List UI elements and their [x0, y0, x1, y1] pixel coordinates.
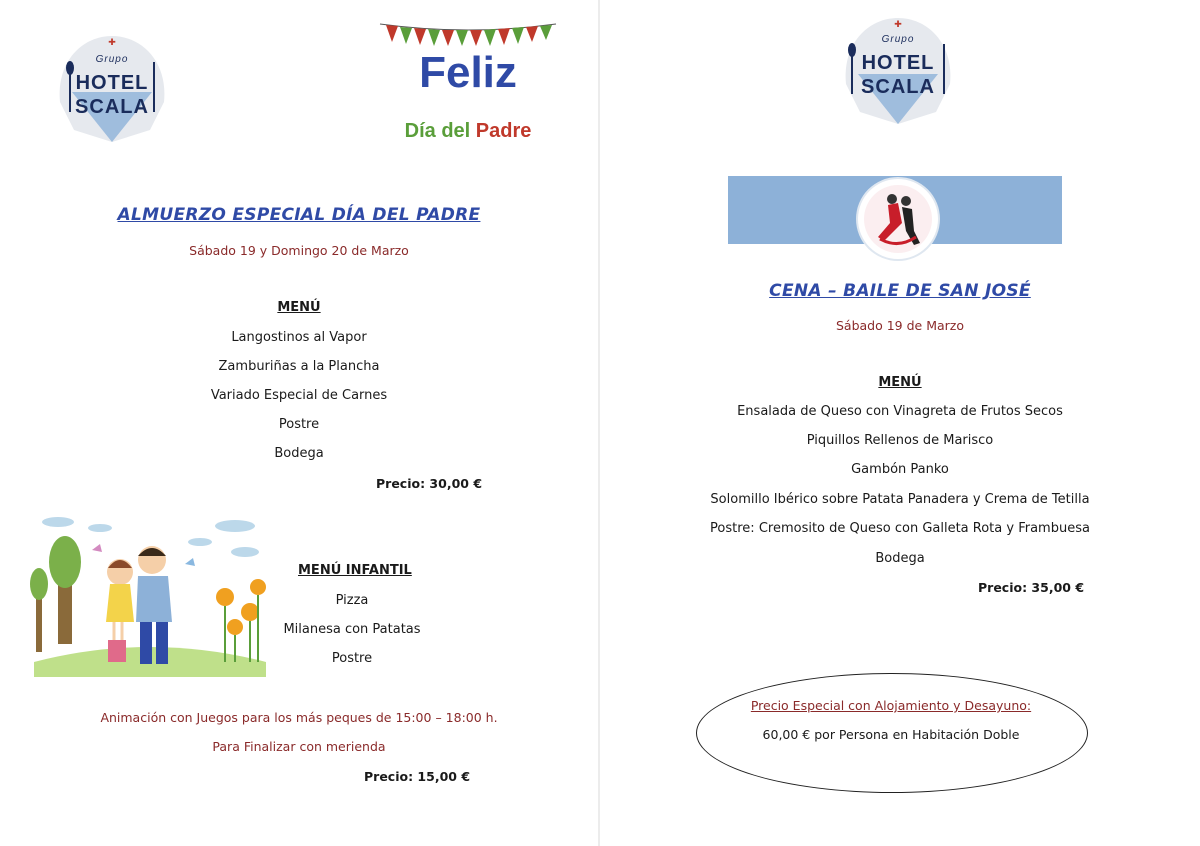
banner-dia: Día: [404, 120, 436, 142]
right-page: [600, 0, 1200, 846]
finish-text: Para Finalizar con merienda: [212, 739, 386, 754]
animation-text: Animación con Juegos para los más peques de 15:00 – 18:00 h.: [100, 710, 498, 725]
dancers-medallion: [858, 179, 938, 259]
menu-item: Postre: [278, 417, 320, 432]
logo-scala: SCALA: [861, 76, 935, 98]
menu-header: MENÚ: [878, 375, 922, 390]
logo-scala: SCALA: [75, 96, 149, 118]
kids-menu-item: Postre: [331, 651, 373, 666]
kids-menu-item: Milanesa con Patatas: [283, 622, 421, 637]
dinner-title: CENA – BAILE DE SAN JOSÉ: [769, 281, 1031, 301]
menu-item: Zamburiñas a la Plancha: [218, 359, 380, 374]
left-page: [0, 0, 598, 846]
banner-feliz: Feliz: [419, 48, 517, 97]
logo-hotel: HOTEL: [861, 52, 935, 74]
menu-price: Precio: 30,00 €: [376, 476, 483, 491]
svg-text:✚: ✚: [108, 38, 116, 48]
father-daughter-illustration: [30, 512, 270, 677]
menu-item: Postre: Cremosito de Queso con Galleta Rota y Frambuesa: [710, 521, 1090, 536]
menu-item: Bodega: [274, 446, 324, 461]
kids-menu-item: Pizza: [335, 593, 369, 608]
menu-price: Precio: 35,00 €: [978, 580, 1085, 595]
menu-header: MENÚ: [277, 300, 321, 315]
special-price-title: Precio Especial con Alojamiento y Desayuno:: [750, 698, 1032, 713]
svg-text:✚: ✚: [894, 20, 902, 30]
hotel-scala-logo: [838, 14, 958, 126]
dinner-date: Sábado 19 de Marzo: [835, 318, 964, 333]
menu-item: Gambón Panko: [851, 462, 949, 477]
menu-item: Ensalada de Queso con Vinagreta de Frutos Secos: [737, 404, 1063, 419]
dancing-couple-icon: [858, 179, 938, 259]
banner-del: del: [441, 120, 471, 142]
lunch-date: Sábado 19 y Domingo 20 de Marzo: [189, 243, 409, 258]
kids-menu-header: MENÚ INFANTIL: [298, 563, 412, 578]
menu-item: Langostinos al Vapor: [231, 330, 367, 345]
banner-padre: Padre: [475, 120, 532, 142]
lunch-title: ALMUERZO ESPECIAL DÍA DEL PADRE: [117, 205, 481, 225]
banner-dia-del-padre: [378, 120, 558, 143]
logo-grupo: Grupo: [95, 54, 129, 65]
feliz-dia-del-padre-banner: [378, 18, 558, 163]
menu-item: Piquillos Rellenos de Marisco: [806, 433, 994, 448]
logo-grupo: Grupo: [881, 34, 915, 45]
father-daughter-icon: [30, 512, 270, 677]
hotel-scala-logo: [52, 32, 172, 144]
special-price-text: 60,00 € por Persona en Habitación Doble: [762, 727, 1020, 742]
menu-item: Bodega: [875, 551, 925, 566]
kids-price: Precio: 15,00 €: [364, 769, 471, 784]
menu-item: Variado Especial de Carnes: [210, 388, 388, 403]
menu-item: Solomillo Ibérico sobre Patata Panadera y Crema de Tetilla: [710, 492, 1090, 507]
logo-hotel: HOTEL: [75, 72, 149, 94]
